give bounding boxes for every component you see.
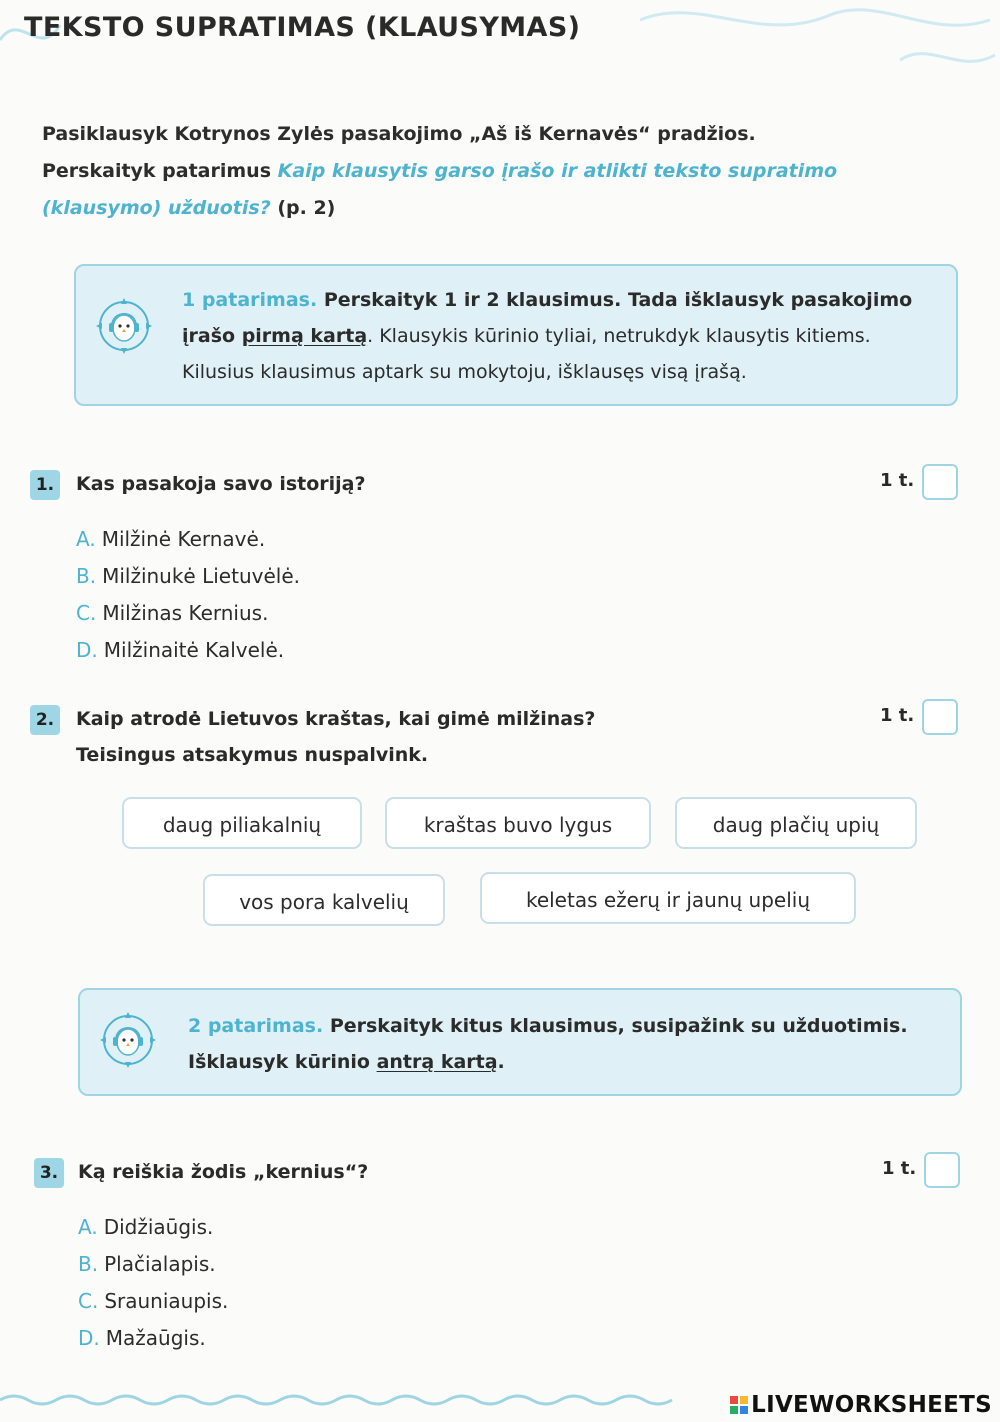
question-3-option-a[interactable] (78, 1215, 213, 1239)
tip-2-underlined: antrą kartą (376, 1051, 498, 1073)
question-3-score-box[interactable] (924, 1152, 960, 1188)
tip-1-rest: . Klausykis kūrinio tyliai, netrukdyk klausytis kitiems. Kilusius klausimus aptark su mokytoju, išklausęs visą įrašą. (182, 325, 871, 383)
question-1-option-a[interactable] (76, 527, 265, 551)
question-3-points: 1 t. (882, 1158, 917, 1179)
intro-highlight: Kaip klausytis garso įrašo ir atlikti teksto supratimo (klausymo) užduotis? (42, 160, 838, 219)
intro-line-1: Pasiklausyk Kotrynos Zylės pasakojimo „Aš iš Kernavės“ pradžios. (42, 123, 756, 145)
option-text: Didžiaūgis. (103, 1215, 214, 1239)
answer-chip-5[interactable]: keletas ežerų ir jaunų upelių (480, 872, 856, 924)
tip-2-bold: Perskaityk kitus klausimus, susipažink su užduotimis. Išklausyk kūrinio (188, 1015, 908, 1073)
intro-suffix: (p. 2) (270, 197, 336, 219)
option-letter: C. (78, 1289, 99, 1313)
intro-prefix: Perskaityk patarimus (42, 160, 278, 182)
option-text: Mažaūgis. (105, 1326, 206, 1350)
question-2-points: 1 t. (880, 705, 915, 726)
option-text: Milžinaitė Kalvelė. (103, 638, 285, 662)
question-2-number: 2. (30, 705, 60, 735)
option-letter: D. (76, 638, 98, 662)
option-letter: B. (78, 1252, 99, 1276)
answer-chip-4[interactable]: vos pora kalvelių (203, 874, 445, 926)
tip-box-2 (78, 988, 962, 1096)
question-2-text (76, 701, 595, 773)
answer-chip-2[interactable]: kraštas buvo lygus (385, 797, 651, 849)
answer-chip-1[interactable]: daug piliakalnių (122, 797, 362, 849)
intro-text (42, 116, 942, 227)
question-1-number: 1. (30, 470, 60, 500)
option-letter: A. (76, 527, 96, 551)
page-title: TEKSTO SUPRATIMAS (KLAUSYMAS) (24, 12, 581, 43)
option-text: Milžinė Kernavė. (101, 527, 266, 551)
headphones-penguin-icon (94, 296, 154, 356)
tip-2-text (188, 1008, 938, 1080)
answer-chip-3[interactable]: daug plačių upių (675, 797, 917, 849)
tip-1-bold: Perskaityk 1 ir 2 klausimus. Tada išklausyk pasakojimo įrašo (182, 289, 913, 347)
liveworksheets-brand (730, 1392, 992, 1418)
option-letter: D. (78, 1326, 100, 1350)
question-1-option-d[interactable] (76, 638, 284, 662)
headphones-penguin-icon (98, 1010, 158, 1070)
option-text: Plačialapis. (104, 1252, 216, 1276)
question-2-line-1: Kaip atrodė Lietuvos kraštas, kai gimė milžinas? (76, 708, 596, 730)
question-1-option-b[interactable] (76, 564, 300, 588)
option-letter: B. (76, 564, 97, 588)
question-1-score-box[interactable] (922, 464, 958, 500)
tip-box-1 (74, 264, 958, 406)
tip-1-label: 1 patarimas. (182, 289, 318, 311)
question-3-text: Ką reiškia žodis „kernius“? (78, 1161, 369, 1183)
option-text: Milžinas Kernius. (102, 601, 269, 625)
liveworksheets-logo-icon (730, 1396, 748, 1414)
tip-1-text (182, 282, 932, 390)
question-3-option-d[interactable] (78, 1326, 206, 1350)
question-3-option-b[interactable] (78, 1252, 216, 1276)
intro-line-2 (42, 153, 942, 227)
option-letter: A. (78, 1215, 98, 1239)
question-2-line-2: Teisingus atsakymus nuspalvink. (76, 744, 429, 766)
option-letter: C. (76, 601, 97, 625)
question-3-option-c[interactable] (78, 1289, 228, 1313)
option-text: Srauniaupis. (104, 1289, 229, 1313)
tip-2-label: 2 patarimas. (188, 1015, 324, 1037)
question-1-option-c[interactable] (76, 601, 268, 625)
option-text: Milžinukė Lietuvėlė. (102, 564, 300, 588)
tip-2-rest: . (497, 1051, 505, 1073)
question-2-score-box[interactable] (922, 699, 958, 735)
question-1-points: 1 t. (880, 470, 915, 491)
question-3-number: 3. (34, 1158, 64, 1188)
brand-text: LIVEWORKSHEETS (751, 1392, 992, 1418)
question-1-text: Kas pasakoja savo istoriją? (76, 473, 366, 495)
tip-1-underlined: pirmą kartą (241, 325, 368, 347)
